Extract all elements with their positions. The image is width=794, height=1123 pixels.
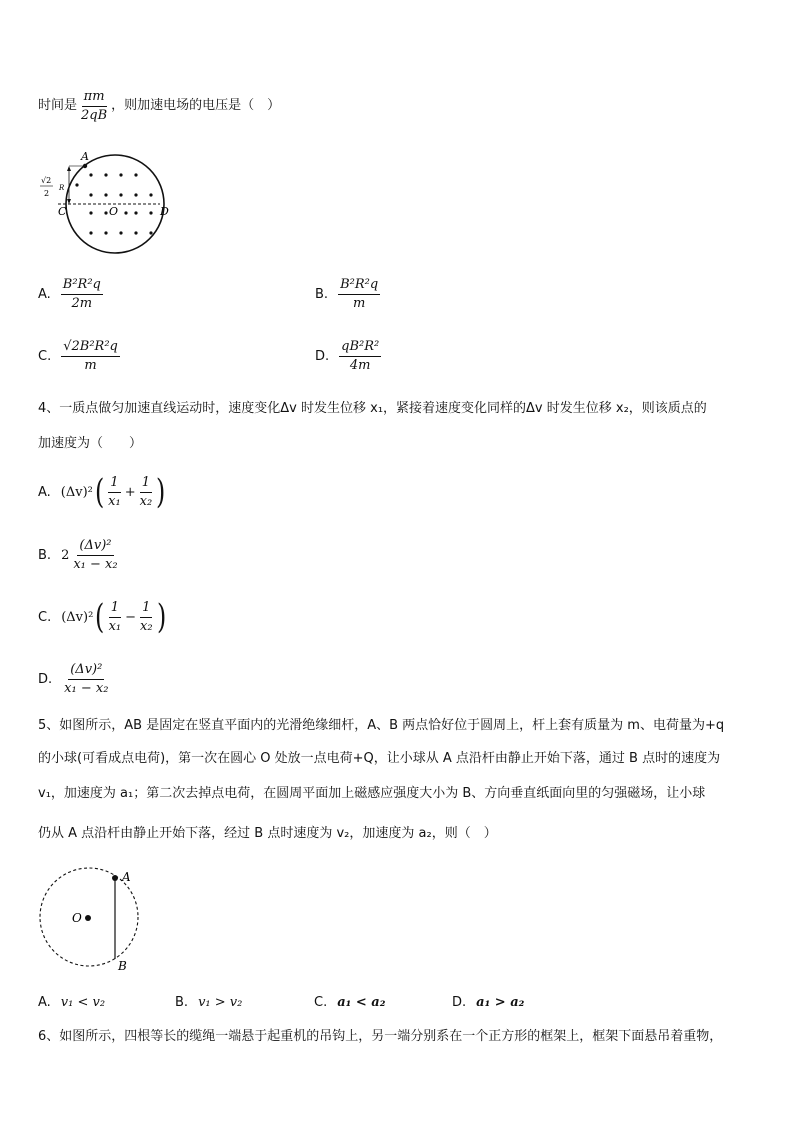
q4-option-c-rparen: ) [156, 597, 166, 637]
q3-option-c[interactable] [38, 336, 120, 376]
q3-tail-frac-den: 2qB [81, 107, 108, 123]
q4-stem-line1: 4、一质点做匀加速直线运动时，速度变化Δv 时发生位移 x₁，紧接着速度变化同样的Δv 时发生位移 x₂，则该质点的 [38, 401, 707, 416]
q4-stem-line2: 加速度为（ ） [38, 436, 143, 451]
q5-stem-line3: v₁，加速度为 a₁；第二次去掉点电荷，在圆周平面加上磁感应强度大小为 B、方向垂直纸面向里的匀强磁场，让小球 [38, 786, 706, 801]
q5-option-d-text: a₁ > a₂ [476, 994, 525, 1010]
q3-label-r: R [59, 184, 65, 192]
q4-option-a-term2 [138, 475, 155, 510]
q5-option-b-letter: B. [175, 994, 189, 1010]
q3-tail-fraction [79, 89, 109, 124]
q3-option-b-fraction [338, 277, 380, 312]
q3-option-b[interactable] [315, 274, 380, 314]
q5-option-a-text: v₁ < v₂ [60, 994, 106, 1010]
q4-option-a-t2n: 1 [140, 475, 152, 493]
q5-label-a: A [122, 870, 131, 884]
q6-stem-line1: 6、如图所示，四根等长的缆绳一端悬于起重机的吊钩上，另一端分别系在一个正方形的框架上，框架下面悬吊着重物， [38, 1029, 723, 1044]
q3-option-d-letter: D. [315, 348, 330, 364]
q5-label-o: O [72, 911, 82, 925]
q3-option-b-den: m [352, 295, 366, 311]
q5-label-b: B [118, 959, 127, 973]
q4-option-c-t2d: x₂ [140, 618, 153, 634]
q3-option-a-den: 2m [71, 295, 93, 311]
q3-option-b-letter: B. [315, 286, 329, 302]
q3-option-c-fraction [61, 339, 120, 374]
q4-option-d-den: x₁ − x₂ [64, 680, 109, 696]
q4-option-a-lparen: ( [94, 472, 105, 512]
q4-option-a-op: + [124, 484, 136, 500]
q4-option-a-letter: A. [38, 484, 51, 500]
q4-option-c-lparen: ( [95, 597, 105, 637]
q4-option-c-op: − [125, 609, 137, 625]
q4-option-a[interactable] [38, 470, 167, 514]
q3-tail-prefix: 时间是 [38, 98, 78, 113]
q3-figure [36, 145, 176, 260]
q3-option-d-fraction [339, 339, 381, 374]
q4-option-b-fraction [71, 538, 119, 573]
q5-option-d-letter: D. [452, 994, 467, 1010]
q4-option-a-rparen: ) [156, 472, 166, 512]
q4-option-c-term1 [107, 600, 124, 635]
q5-ball [112, 875, 118, 881]
q4-option-a-t1n: 1 [108, 475, 120, 493]
q5-center-charge [85, 915, 91, 921]
q3-tail-frac-num: πm [82, 89, 107, 107]
q3-option-a[interactable] [38, 274, 103, 314]
q3-arrow-up [67, 166, 71, 171]
q3-sqrt2-num: √2 [41, 176, 52, 185]
q3-tail-suffix: ，则加速电场的电压是（ ） [111, 98, 281, 113]
q4-option-a-term1 [106, 475, 123, 510]
q3-label-o: O [109, 205, 119, 218]
q4-option-a-t1d: x₁ [108, 493, 121, 509]
q4-option-c-t1d: x₁ [108, 618, 122, 634]
q3-option-d[interactable] [315, 336, 381, 376]
q5-option-c-text: a₁ < a₂ [337, 994, 386, 1010]
q3-option-c-letter: C. [38, 348, 52, 364]
q5-option-a-letter: A. [38, 994, 51, 1010]
q4-option-a-t2d: x₂ [139, 493, 153, 509]
q3-option-b-num: B²R²q [338, 277, 380, 295]
q4-option-d[interactable] [38, 657, 110, 701]
q4-option-a-pre: (Δv)² [60, 484, 93, 500]
q4-option-b-pre: 2 [61, 547, 70, 563]
q5-stem-line2: 的小球(可看成点电荷)，第一次在圆心 O 处放一点电荷+Q，让小球从 A 点沿杆由静止开始下落，通过 B 点时的速度为 [38, 751, 721, 766]
q4-option-c[interactable] [38, 595, 168, 639]
q5-stem-line1: 5、如图所示，AB 是固定在竖直平面内的光滑绝缘细杆，A、B 两点恰好位于圆周上，杆上套有质量为 m、电荷量为+q [38, 718, 725, 733]
q3-option-d-num: qB²R² [339, 339, 381, 357]
q5-figure [34, 866, 154, 976]
q4-option-c-pre: (Δv)² [61, 609, 94, 625]
q3-label-d: D [160, 205, 169, 218]
q3-option-d-den: 4m [349, 357, 371, 373]
q4-option-d-fraction [62, 662, 110, 697]
q4-option-b-letter: B. [38, 547, 52, 563]
q3-option-a-num: B²R²q [61, 277, 103, 295]
q3-option-a-fraction [61, 277, 103, 312]
q5-stem-line4: 仍从 A 点沿杆由静止开始下落，经过 B 点时速度为 v₂，加速度为 a₂，则（ ） [38, 826, 497, 841]
q5-option-b-text: v₁ > v₂ [198, 994, 243, 1010]
q4-option-b[interactable] [38, 533, 120, 577]
q3-label-c: C [58, 205, 67, 218]
q4-option-d-num: (Δv)² [68, 662, 104, 680]
q5-options-row [38, 993, 524, 1011]
q3-option-c-num: √2B²R²q [61, 339, 120, 357]
q4-option-b-num: (Δv)² [77, 538, 113, 556]
q4-option-b-den: x₁ − x₂ [73, 556, 118, 572]
q4-option-c-term2 [138, 600, 155, 635]
q3-option-c-den: m [84, 357, 97, 373]
q4-option-c-t1n: 1 [109, 600, 121, 618]
q5-option-c[interactable] [314, 995, 452, 1010]
q4-option-d-letter: D. [38, 671, 53, 687]
q3-option-a-letter: A. [38, 286, 51, 302]
q3-arrow-down [67, 199, 71, 204]
q5-option-a[interactable] [38, 995, 175, 1010]
q3-sqrt2-den: 2 [44, 189, 50, 198]
q4-option-c-t2n: 1 [140, 600, 152, 618]
q5-option-d[interactable] [452, 995, 524, 1010]
q3-tail-line [38, 86, 280, 126]
q5-option-b[interactable] [175, 995, 314, 1010]
q4-option-c-letter: C. [38, 609, 52, 625]
q5-option-c-letter: C. [314, 994, 328, 1010]
q3-label-a: A [81, 150, 89, 163]
